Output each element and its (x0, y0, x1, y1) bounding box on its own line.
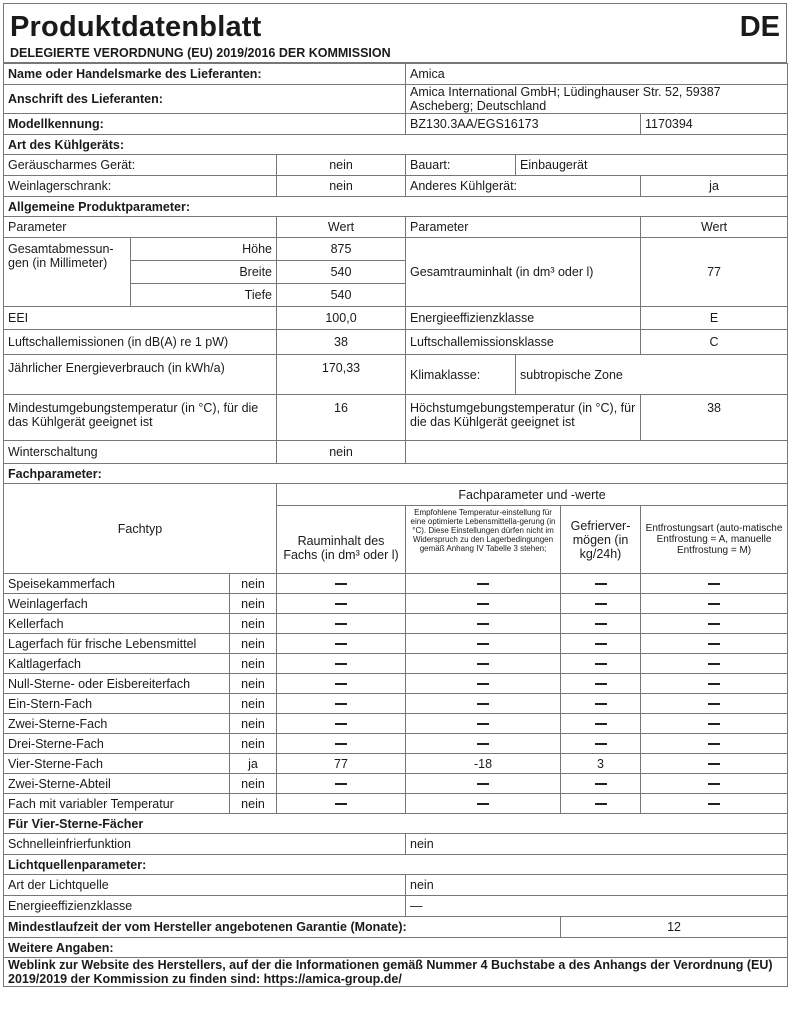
dash-mark (641, 714, 788, 734)
compartment-row (4, 694, 788, 714)
supplier-name-value: Amica (406, 64, 788, 85)
dimensions-label: Gesamtabmessun-gen (in Millimeter) (4, 238, 131, 307)
dash-mark (595, 683, 607, 685)
compartment-present: nein (230, 714, 277, 734)
compartment-present: nein (230, 574, 277, 594)
dash-mark (406, 614, 561, 634)
dash-mark (595, 723, 607, 725)
dash-mark (641, 634, 788, 654)
dash-mark (477, 783, 489, 785)
noise-class-label: Luftschallemissionsklasse (406, 330, 641, 355)
compartment-name: Zwei-Sterne-Fach (4, 714, 230, 734)
dash-mark (335, 663, 347, 665)
dash-mark (406, 794, 561, 814)
dash-mark (335, 743, 347, 745)
compartment-row (4, 714, 788, 734)
model-code: 1170394 (641, 114, 788, 135)
dash-mark (708, 783, 720, 785)
dash-mark (561, 654, 641, 674)
product-data-sheet (3, 3, 787, 987)
page-title: Produktdatenblatt (10, 11, 262, 43)
dash-mark (406, 574, 561, 594)
compartment-present: nein (230, 674, 277, 694)
max-temp-label: Höchstumgebungstemperatur (in °C), für die das Kühlgerät geeignet ist (406, 395, 641, 441)
dash-mark (641, 614, 788, 634)
dash-mark (277, 614, 406, 634)
compartment-present: ja (230, 754, 277, 774)
height-label: Höhe (131, 238, 277, 261)
dash-mark (561, 714, 641, 734)
depth-label: Tiefe (131, 284, 277, 307)
height-value: 875 (277, 238, 406, 261)
dash-mark (277, 714, 406, 734)
dash-mark (708, 803, 720, 805)
dash-mark (477, 623, 489, 625)
col-temp-header: Empfohlene Temperatur-einstellung für eine optimierte Lebensmittella-gerung (in °C). Diese Einstellungen dürfen nicht im Widerspruch zu den Lagerbedingungen gemäß Anhang IV Tabelle 3 stehen; (406, 506, 561, 574)
compartment-name: Kellerfach (4, 614, 230, 634)
dash-mark (477, 583, 489, 585)
compartment-row (4, 774, 788, 794)
model-label: Modellkennung: (4, 114, 406, 135)
dash-mark (277, 634, 406, 654)
light-type-value: nein (406, 875, 788, 896)
dash-mark (708, 603, 720, 605)
winter-switch-label: Winterschaltung (4, 441, 277, 464)
dash-mark (477, 703, 489, 705)
dash-mark (277, 594, 406, 614)
build-type-label: Bauart: (406, 155, 516, 176)
dash-mark (561, 794, 641, 814)
min-temp-value: 16 (277, 395, 406, 441)
compartment-present: nein (230, 654, 277, 674)
dash-mark (277, 674, 406, 694)
compartment-name: Kaltlagerfach (4, 654, 230, 674)
dash-mark (595, 783, 607, 785)
compartment-name: Vier-Sterne-Fach (4, 754, 230, 774)
climate-class-label: Klimaklasse: (406, 355, 516, 395)
total-volume-value: 77 (641, 238, 788, 307)
dash-mark (641, 754, 788, 774)
section-type-title: Art des Kühlgeräts: (4, 135, 788, 155)
warranty-label: Mindestlaufzeit der vom Hersteller angebotenen Garantie (Monate): (4, 917, 561, 938)
dash-mark (561, 614, 641, 634)
dash-mark (708, 743, 720, 745)
eei-value: 100,0 (277, 307, 406, 330)
dash-mark (277, 694, 406, 714)
dash-mark (561, 774, 641, 794)
compartment-row (4, 634, 788, 654)
compartment-row (4, 654, 788, 674)
compartment-present: nein (230, 614, 277, 634)
sheet-header (3, 3, 787, 44)
build-type-value: Einbaugerät (516, 155, 788, 176)
warranty-value: 12 (561, 917, 788, 938)
compartment-present: nein (230, 634, 277, 654)
depth-value: 540 (277, 284, 406, 307)
climate-class-value: subtropische Zone (516, 355, 788, 395)
compartment-row (4, 594, 788, 614)
dash-mark (477, 743, 489, 745)
compartment-row (4, 674, 788, 694)
dash-mark (595, 603, 607, 605)
dash-mark (406, 594, 561, 614)
dash-mark (406, 714, 561, 734)
dash-mark (595, 703, 607, 705)
compartment-name: Fach mit variabler Temperatur (4, 794, 230, 814)
wine-cabinet-value: nein (277, 176, 406, 197)
energy-class-label: Energieeffizienzklasse (406, 307, 641, 330)
param-header-right: Parameter (406, 217, 641, 238)
dash-mark (595, 803, 607, 805)
dash-mark (708, 643, 720, 645)
dash-mark (335, 703, 347, 705)
compartment-row (4, 734, 788, 754)
quick-freeze-label: Schnelleinfrierfunktion (4, 834, 406, 855)
annual-consumption-label: Jährlicher Energieverbrauch (in kWh/a) (4, 355, 277, 395)
empty-cell (406, 441, 788, 464)
min-temp-label: Mindestumgebungstemperatur (in °C), für die das Kühlgerät geeignet ist (4, 395, 277, 441)
section-four-star-title: Für Vier-Sterne-Fächer (4, 814, 788, 834)
compartment-present: nein (230, 694, 277, 714)
compartment-present: nein (230, 794, 277, 814)
dash-mark (641, 674, 788, 694)
energy-class-value: E (641, 307, 788, 330)
dash-mark (641, 594, 788, 614)
dash-mark (561, 574, 641, 594)
model-value: BZ130.3AA/EGS16173 (406, 114, 641, 135)
winter-switch-value: nein (277, 441, 406, 464)
compartment-name: Ein-Stern-Fach (4, 694, 230, 714)
compartment-temp: -18 (406, 754, 561, 774)
compartment-present: nein (230, 774, 277, 794)
dash-mark (561, 694, 641, 714)
dash-mark (708, 683, 720, 685)
width-value: 540 (277, 261, 406, 284)
dash-mark (335, 783, 347, 785)
light-type-label: Art der Lichtquelle (4, 875, 406, 896)
dash-mark (277, 574, 406, 594)
compartment-type-header: Fachtyp (4, 484, 277, 574)
low-noise-label: Geräuscharmes Gerät: (4, 155, 277, 176)
dash-mark (641, 794, 788, 814)
dash-mark (561, 674, 641, 694)
dash-mark (277, 774, 406, 794)
dash-mark (561, 594, 641, 614)
dash-mark (477, 803, 489, 805)
dash-mark (595, 623, 607, 625)
light-energy-class-value: — (406, 896, 788, 917)
dash-mark (708, 623, 720, 625)
dash-mark (406, 734, 561, 754)
dash-mark (641, 734, 788, 754)
light-energy-class-label: Energieeffizienzklasse (4, 896, 406, 917)
dash-mark (277, 734, 406, 754)
dash-mark (561, 634, 641, 654)
noise-label: Luftschallemissionen (in dB(A) re 1 pW) (4, 330, 277, 355)
supplier-address-value: Amica International GmbH; Lüdinghauser Str. 52, 59387 Ascheberg; Deutschland (406, 85, 788, 114)
data-table (3, 63, 788, 987)
other-appliance-label: Anderes Kühlgerät: (406, 176, 641, 197)
compartment-present: nein (230, 734, 277, 754)
compartment-row (4, 614, 788, 634)
dash-mark (477, 603, 489, 605)
dash-mark (641, 774, 788, 794)
language-code: DE (739, 11, 780, 43)
dash-mark (477, 643, 489, 645)
compartment-present: nein (230, 594, 277, 614)
compartment-row (4, 794, 788, 814)
dash-mark (477, 683, 489, 685)
dash-mark (406, 654, 561, 674)
dash-mark (335, 683, 347, 685)
compartment-name: Drei-Sterne-Fach (4, 734, 230, 754)
dash-mark (708, 703, 720, 705)
dash-mark (595, 743, 607, 745)
supplier-address-label: Anschrift des Lieferanten: (4, 85, 406, 114)
dash-mark (708, 583, 720, 585)
dash-mark (595, 583, 607, 585)
dash-mark (708, 763, 720, 765)
compartment-name: Speisekammerfach (4, 574, 230, 594)
value-header-left: Wert (277, 217, 406, 238)
section-general-title: Allgemeine Produktparameter: (4, 197, 788, 217)
compartment-volume: 77 (277, 754, 406, 774)
dash-mark (335, 603, 347, 605)
dash-mark (406, 694, 561, 714)
dash-mark (595, 663, 607, 665)
value-header-right: Wert (641, 217, 788, 238)
dash-mark (335, 723, 347, 725)
low-noise-value: nein (277, 155, 406, 176)
dash-mark (406, 774, 561, 794)
col-defrost-header: Entfrostungsart (auto-matische Entfrostung = A, manuelle Entfrostung = M) (641, 506, 788, 574)
dash-mark (335, 803, 347, 805)
compartment-name: Null-Sterne- oder Eisbereiterfach (4, 674, 230, 694)
dash-mark (277, 654, 406, 674)
dash-mark (277, 794, 406, 814)
dash-mark (335, 583, 347, 585)
max-temp-value: 38 (641, 395, 788, 441)
dash-mark (477, 663, 489, 665)
section-compartments-title: Fachparameter: (4, 464, 788, 484)
compartment-row (4, 574, 788, 594)
col-volume-header: Rauminhalt des Fachs (in dm³ oder l) (277, 506, 406, 574)
compartment-freeze: 3 (561, 754, 641, 774)
noise-class-value: C (641, 330, 788, 355)
dash-mark (641, 654, 788, 674)
other-appliance-value: ja (641, 176, 788, 197)
noise-value: 38 (277, 330, 406, 355)
dash-mark (561, 734, 641, 754)
wine-cabinet-label: Weinlagerschrank: (4, 176, 277, 197)
dash-mark (708, 723, 720, 725)
regulation-title: DELEGIERTE VERORDNUNG (EU) 2019/2016 DER KOMMISSION (3, 44, 787, 63)
dash-mark (335, 623, 347, 625)
dash-mark (595, 643, 607, 645)
compartment-name: Lagerfach für frische Lebensmittel (4, 634, 230, 654)
compartment-group-header: Fachparameter und -werte (277, 484, 788, 506)
section-more-title: Weitere Angaben: (4, 938, 788, 958)
supplier-name-label: Name oder Handelsmarke des Lieferanten: (4, 64, 406, 85)
col-freeze-header: Gefrierver-mögen (in kg/24h) (561, 506, 641, 574)
annual-consumption-value: 170,33 (277, 355, 406, 395)
compartment-row (4, 754, 788, 774)
total-volume-label: Gesamtrauminhalt (in dm³ oder l) (406, 238, 641, 307)
width-label: Breite (131, 261, 277, 284)
compartment-name: Weinlagerfach (4, 594, 230, 614)
dash-mark (477, 723, 489, 725)
quick-freeze-value: nein (406, 834, 788, 855)
dash-mark (406, 634, 561, 654)
manufacturer-weblink-text: Weblink zur Website des Herstellers, auf der die Informationen gemäß Nummer 4 Buchstabe a des Anhangs der Verordnung (EU) 2019/2019 der Kommission zu finden sind: https://amica-group.de/ (4, 958, 788, 987)
dash-mark (335, 643, 347, 645)
dash-mark (641, 694, 788, 714)
dash-mark (708, 663, 720, 665)
param-header-left: Parameter (4, 217, 277, 238)
dash-mark (406, 674, 561, 694)
eei-label: EEI (4, 307, 277, 330)
section-light-title: Lichtquellenparameter: (4, 855, 788, 875)
dash-mark (641, 574, 788, 594)
compartment-name: Zwei-Sterne-Abteil (4, 774, 230, 794)
